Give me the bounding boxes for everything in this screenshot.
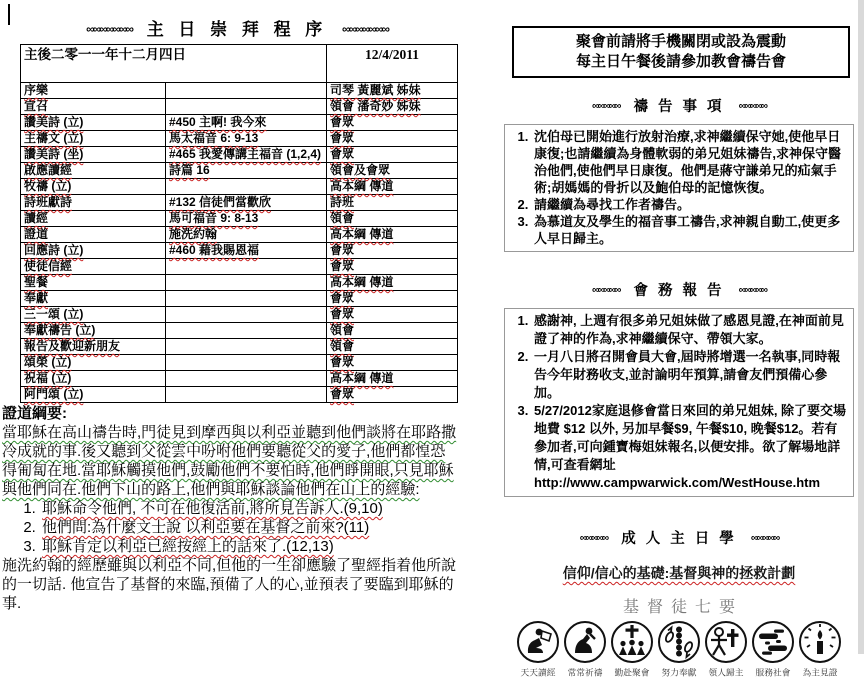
table-row: [21, 387, 458, 403]
list-item: 3. 耶穌肯定以利亞已經按經上的話來了.(12,13): [40, 537, 458, 556]
order-content-cell: #465 我愛傳講主福音 (1,2,4): [166, 147, 327, 163]
order-content-cell: [166, 83, 327, 99]
order-item-cell: 讚美詩 (坐): [21, 147, 166, 163]
table-row: [21, 307, 458, 323]
order-item-cell: 序樂: [21, 83, 166, 99]
chain-ornament-icon: ∞∞∞∞∞: [579, 532, 608, 544]
order-item-cell: 阿門頌 (立): [21, 387, 166, 403]
right-column: [498, 0, 860, 679]
table-header-row: [21, 45, 458, 83]
order-content-cell: [166, 179, 327, 195]
witness-icon: [798, 620, 842, 664]
icon-caption: 勤赴聚會: [614, 668, 650, 679]
order-who-cell: 領會: [327, 211, 458, 227]
table-row: [21, 227, 458, 243]
chain-ornament-icon: ∞∞∞∞∞: [738, 100, 767, 112]
offering-icon: [657, 620, 701, 664]
order-item-cell: 讚美詩 (立): [21, 115, 166, 131]
table-row: [21, 131, 458, 147]
order-who-cell: 會眾: [327, 115, 458, 131]
page-title: [0, 15, 474, 40]
order-content-cell: [166, 339, 327, 355]
icon-caption: 領人歸主: [708, 668, 744, 679]
order-content-cell: [166, 291, 327, 307]
seven-item: [562, 620, 608, 679]
table-row: [21, 163, 458, 179]
order-who-cell: 會眾: [327, 307, 458, 323]
evangelism-icon: [704, 620, 748, 664]
gathering-icon: [610, 620, 654, 664]
order-who-cell: 會眾: [327, 147, 458, 163]
icon-caption: 服務社會: [755, 668, 791, 679]
order-who-cell: 高本綱 傳道: [327, 227, 458, 243]
list-item: 2. 請繼續為尋找工作者禱告。: [532, 196, 849, 213]
order-content-cell: 詩篇 16: [166, 163, 327, 179]
table-row: [21, 147, 458, 163]
order-item-cell: 詩班獻詩: [21, 195, 166, 211]
chain-ornament-icon: ∞∞∞∞∞∞∞: [86, 22, 132, 36]
list-item: 3. 5/27/2012家庭退修會當日來回的弟兄姐妹, 除了要交場地費 $12 以外, 另加早餐$9, 午餐$10, 晚餐$12。若有參加者,可向鍾寶梅姐妹報名,以便安排。欲了解場地詳情,可查看網址 http://www.campwarwick.com/WestHouse.htm: [532, 402, 849, 492]
sermon-outline: [2, 404, 458, 613]
order-who-cell: 領會: [327, 323, 458, 339]
sermon-outline-heading: 證道綱要:: [2, 405, 67, 422]
table-row: [21, 291, 458, 307]
date-en-cell: 12/4/2011: [327, 45, 458, 83]
report-items-panel: [504, 308, 854, 497]
sunday-school-header: [498, 527, 860, 548]
order-item-cell: 使徒信經: [21, 259, 166, 275]
seven-item: [797, 620, 843, 679]
table-row: [21, 339, 458, 355]
worship-order-table: [20, 44, 458, 403]
list-item: 2. 一月八日將召開會員大會,屆時將增選一名執事,同時報告今年財務收支,並討論明年預算,請會友們預備心參加。: [532, 348, 849, 402]
date-cn-cell: 主後二零一一年十二月四日: [21, 45, 327, 83]
list-item: 1. 感謝神, 上週有很多弟兄姐妹做了感恩見證,在神面前見證了神的作為,求神繼續保守、帶領大家。: [532, 312, 849, 348]
table-row: [21, 355, 458, 371]
order-content-cell: [166, 323, 327, 339]
bible-reading-icon: [516, 620, 560, 664]
sunday-school-title: 成 人 主 日 學: [621, 531, 737, 547]
order-item-cell: 祝福 (立): [21, 371, 166, 387]
order-content-cell: 馬太福音 6: 9-13: [166, 131, 327, 147]
notice-line: 每主日午餐後請參加教會禱告會: [575, 53, 786, 70]
report-section-header: [498, 279, 860, 300]
order-content-cell: [166, 355, 327, 371]
order-item-cell: 三一頌 (立): [21, 307, 166, 323]
report-section-title: 會 務 報 告: [633, 283, 725, 299]
order-item-cell: 證道: [21, 227, 166, 243]
seven-item: [656, 620, 702, 679]
order-who-cell: 會眾: [327, 291, 458, 307]
icon-caption: 天天讀經: [520, 668, 556, 679]
order-who-cell: 高本綱 傳道: [327, 179, 458, 195]
order-who-cell: 領會 潘奇妙 姊妹: [327, 99, 458, 115]
table-row: [21, 371, 458, 387]
chain-ornament-icon: ∞∞∞∞∞: [591, 284, 620, 296]
table-row: [21, 115, 458, 131]
list-item: 1. 耶穌命令他們, 不可在他復活前,將所見告訴人.(9,10): [40, 499, 458, 518]
order-content-cell: [166, 275, 327, 291]
seven-item: [515, 620, 561, 679]
icon-caption: 常常祈禱: [567, 668, 603, 679]
page-title-text: 主 日 崇 拜 程 序: [146, 20, 328, 39]
notice-box: [512, 26, 850, 78]
list-item: 3. 為慕道友及學生的福音事工禱告,求神親自動工,使更多人早日歸主。: [532, 213, 849, 247]
order-who-cell: 領會及會眾: [327, 163, 458, 179]
sermon-points: [2, 499, 458, 556]
order-who-cell: 會眾: [327, 243, 458, 259]
order-content-cell: [166, 371, 327, 387]
order-who-cell: 會眾: [327, 131, 458, 147]
order-item-cell: 牧禱 (立): [21, 179, 166, 195]
order-item-cell: 主禱文 (立): [21, 131, 166, 147]
order-who-cell: 會眾: [327, 387, 458, 403]
list-item: 2. 他們問:為什麼文士說 以利亞要在基督之前來?(11): [40, 518, 458, 537]
order-content-cell: [166, 387, 327, 403]
order-who-cell: 會眾: [327, 355, 458, 371]
order-content-cell: #132 信徒們當歡欣: [166, 195, 327, 211]
table-row: [21, 211, 458, 227]
order-item-cell: 啟應讀經: [21, 163, 166, 179]
icon-caption: 為主見證: [802, 668, 838, 679]
order-who-cell: 高本綱 傳道: [327, 371, 458, 387]
table-row: [21, 259, 458, 275]
sermon-intro: 當耶穌在高山禱告時,門徒見到摩西與以利亞並聽到他們談將在耶路撒冷成就的事.後又聽到父從雲中吩咐他們要聽從父的愛子,他們都惶恐得匍匐在地.當耶穌觸摸他們,鼓勵他們不要怕時,他們睜開眼,只見耶穌與他們同在.他們下山的路上,他們與耶穌談論他們在山上的經驗:: [2, 424, 457, 498]
order-item-cell: 頌榮 (立): [21, 355, 166, 371]
table-row: [21, 83, 458, 99]
sunday-school-subtitle: 信仰/信心的基礎:基督與神的拯救計劃: [562, 565, 796, 581]
order-content-cell: 馬可福音 9: 8-13: [166, 211, 327, 227]
order-who-cell: 司琴 黃麗斌 姊妹: [327, 83, 458, 99]
order-item-cell: 讀經: [21, 211, 166, 227]
order-content-cell: [166, 307, 327, 323]
notice-line: 聚會前請將手機關閉或設為震動: [575, 33, 786, 50]
order-item-cell: 聖餐: [21, 275, 166, 291]
order-content-cell: #450 主啊! 我今來: [166, 115, 327, 131]
chain-ornament-icon: ∞∞∞∞∞∞∞: [342, 22, 388, 36]
order-who-cell: 領會: [327, 339, 458, 355]
order-content-cell: #460 藉我賜恩福: [166, 243, 327, 259]
table-row: [21, 275, 458, 291]
seven-item: [609, 620, 655, 679]
sermon-conclusion: 施洗約翰的經歷雖與以利亞不同,但他的一生卻應驗了聖經指着他所說 的一切話. 他宣告了基督的來臨,預備了人的心,並預表了要臨到耶穌的事.: [2, 557, 457, 612]
table-row: [21, 179, 458, 195]
prayer-section-header: [498, 95, 860, 116]
chain-ornament-icon: ∞∞∞∞∞: [591, 100, 620, 112]
service-icon: [751, 620, 795, 664]
order-who-cell: 高本綱 傳道: [327, 275, 458, 291]
table-row: [21, 243, 458, 259]
list-item: 1. 沈伯母已開始進行放射治療,求神繼續保守她,使他早日康復;也請繼續為身體軟弱的弟兄姐妹禱告,求神保守醫治他們,使他們早日康復。他們是蔣守謙弟兄的疝氣手術;胡媽媽的骨折以及鮑伯母的記憶恢復。: [532, 128, 849, 196]
order-item-cell: 奉獻: [21, 291, 166, 307]
order-item-cell: 宣召: [21, 99, 166, 115]
seven-essentials-title: 基督徒七要: [622, 599, 743, 616]
table-row: [21, 323, 458, 339]
order-content-cell: [166, 259, 327, 275]
seven-essentials-icons: [498, 620, 860, 679]
prayer-section-title: 禱 告 事 項: [633, 99, 725, 115]
table-row: [21, 99, 458, 115]
order-item-cell: 奉獻禱告 (立): [21, 323, 166, 339]
order-who-cell: 會眾: [327, 259, 458, 275]
icon-caption: 努力奉獻: [661, 668, 697, 679]
seven-item: [703, 620, 749, 679]
order-content-cell: [166, 99, 327, 115]
chain-ornament-icon: ∞∞∞∞∞: [750, 532, 779, 544]
order-item-cell: 回應詩 (立): [21, 243, 166, 259]
chain-ornament-icon: ∞∞∞∞∞: [738, 284, 767, 296]
seven-item: [750, 620, 796, 679]
order-who-cell: 詩班: [327, 195, 458, 211]
prayer-items-panel: [504, 124, 854, 252]
prayer-icon: [563, 620, 607, 664]
table-row: [21, 195, 458, 211]
order-item-cell: 報告及歡迎新朋友: [21, 339, 166, 355]
order-content-cell: 施洗約翰: [166, 227, 327, 243]
